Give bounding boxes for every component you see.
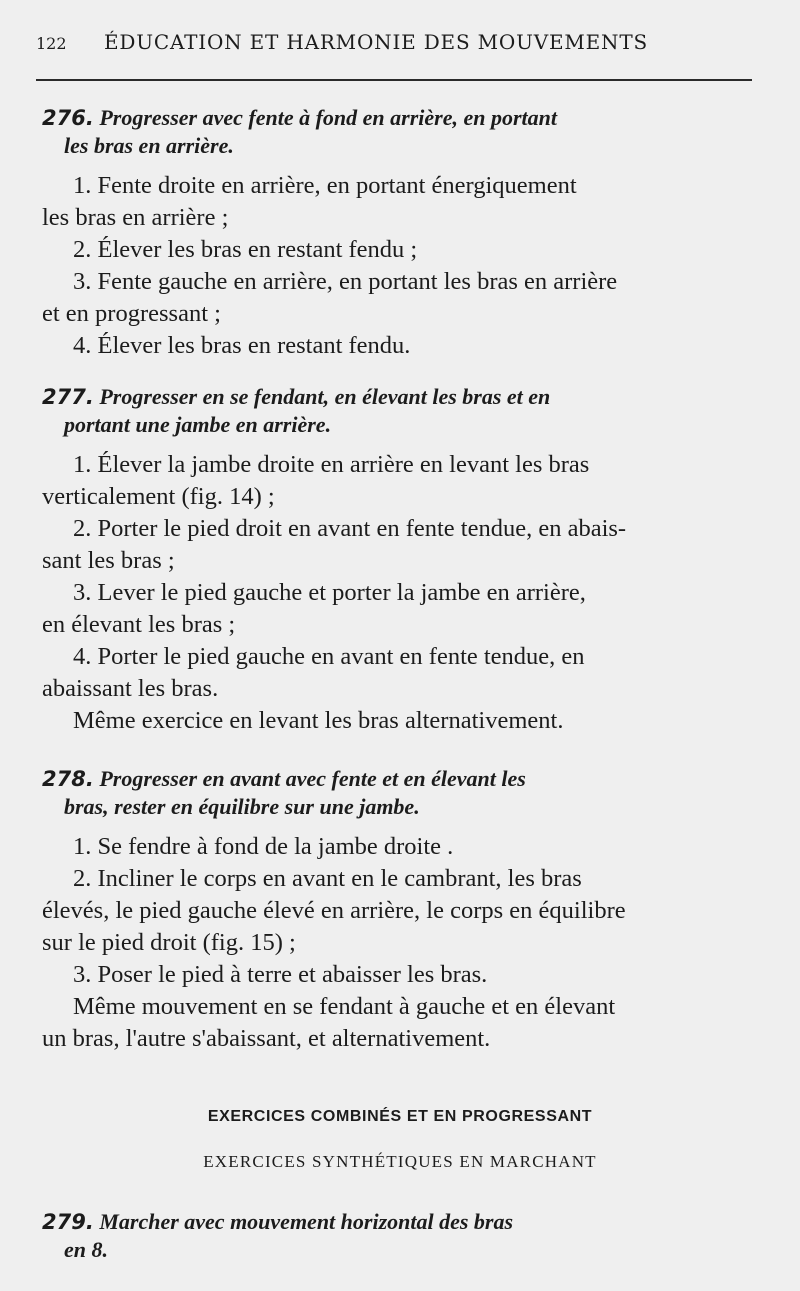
- page-header: [36, 30, 756, 62]
- step-line: 1. Fente droite en arrière, en portant énergiquement: [73, 172, 577, 199]
- step-line: élevés, le pied gauche élevé en arrière, le corps en équilibre: [42, 897, 626, 924]
- step-line: un bras, l'autre s'abaissant, et alternativement.: [42, 1025, 491, 1052]
- exercise-title: [42, 104, 762, 160]
- exercise-title: [42, 765, 762, 821]
- running-title: ÉDUCATION ET HARMONIE DES MOUVEMENTS: [104, 30, 648, 54]
- step-line: 4. Élever les bras en restant fendu.: [73, 332, 411, 359]
- exercise-title-line1: Progresser avec fente à fond en arrière, en portant: [99, 105, 558, 130]
- step-line: et en progressant ;: [42, 300, 221, 327]
- step-line: sant les bras ;: [42, 547, 175, 574]
- page-number: 122: [36, 34, 67, 53]
- exercise-title-line1: Marcher avec mouvement horizontal des bras: [99, 1209, 514, 1234]
- exercise-title-line1: Progresser en avant avec fente et en élevant les: [99, 766, 526, 791]
- step-line: 2. Élever les bras en restant fendu ;: [73, 236, 418, 263]
- section-subheading: EXERCICES SYNTHÉTIQUES EN MARCHANT: [203, 1152, 597, 1171]
- exercise-title-line2: portant une jambe en arrière.: [64, 412, 332, 437]
- exercise-number: 276.: [42, 106, 94, 130]
- step-line: les bras en arrière ;: [42, 204, 229, 231]
- exercise-278: [42, 765, 762, 1055]
- section-heading: EXERCICES COMBINÉS ET EN PROGRESSANT: [207, 1108, 593, 1125]
- step-line: 4. Porter le pied gauche en avant en fente tendue, en: [73, 643, 585, 670]
- step-line: Même mouvement en se fendant à gauche et en élevant: [73, 993, 616, 1020]
- exercise-title: [42, 383, 762, 439]
- exercise-title: [42, 1208, 762, 1264]
- step-line: 3. Fente gauche en arrière, en portant les bras en arrière: [73, 268, 618, 295]
- exercise-title-line1: Progresser en se fendant, en élevant les bras et en: [99, 384, 551, 409]
- exercise-number: 277.: [42, 385, 94, 409]
- exercise-277: [42, 383, 762, 737]
- step-line: verticalement (fig. 14) ;: [42, 483, 275, 510]
- step-line: 2. Porter le pied droit en avant en fente tendue, en abais-: [73, 515, 627, 542]
- step-line: sur le pied droit (fig. 15) ;: [42, 929, 296, 956]
- exercise-title-line2: bras, rester en équilibre sur une jambe.: [64, 794, 420, 819]
- step-line: 2. Incliner le corps en avant en le cambrant, les bras: [73, 865, 582, 892]
- exercise-276: [42, 104, 762, 362]
- step-line: 3. Lever le pied gauche et porter la jambe en arrière,: [73, 579, 586, 606]
- step-line: 1. Élever la jambe droite en arrière en levant les bras: [73, 451, 590, 478]
- step-line: abaissant les bras.: [42, 675, 219, 702]
- exercise-number: 279.: [42, 1210, 94, 1234]
- step-line: Même exercice en levant les bras alternativement.: [73, 707, 564, 734]
- exercise-title-line2: les bras en arrière.: [64, 133, 234, 158]
- exercise-title-line2: en 8.: [64, 1237, 108, 1262]
- exercise-number: 278.: [42, 767, 94, 791]
- step-line: en élevant les bras ;: [42, 611, 236, 638]
- header-rule: [36, 79, 752, 81]
- step-line: 1. Se fendre à fond de la jambe droite .: [73, 833, 454, 860]
- step-line: 3. Poser le pied à terre et abaisser les bras.: [73, 961, 488, 988]
- exercise-279: [42, 1208, 762, 1274]
